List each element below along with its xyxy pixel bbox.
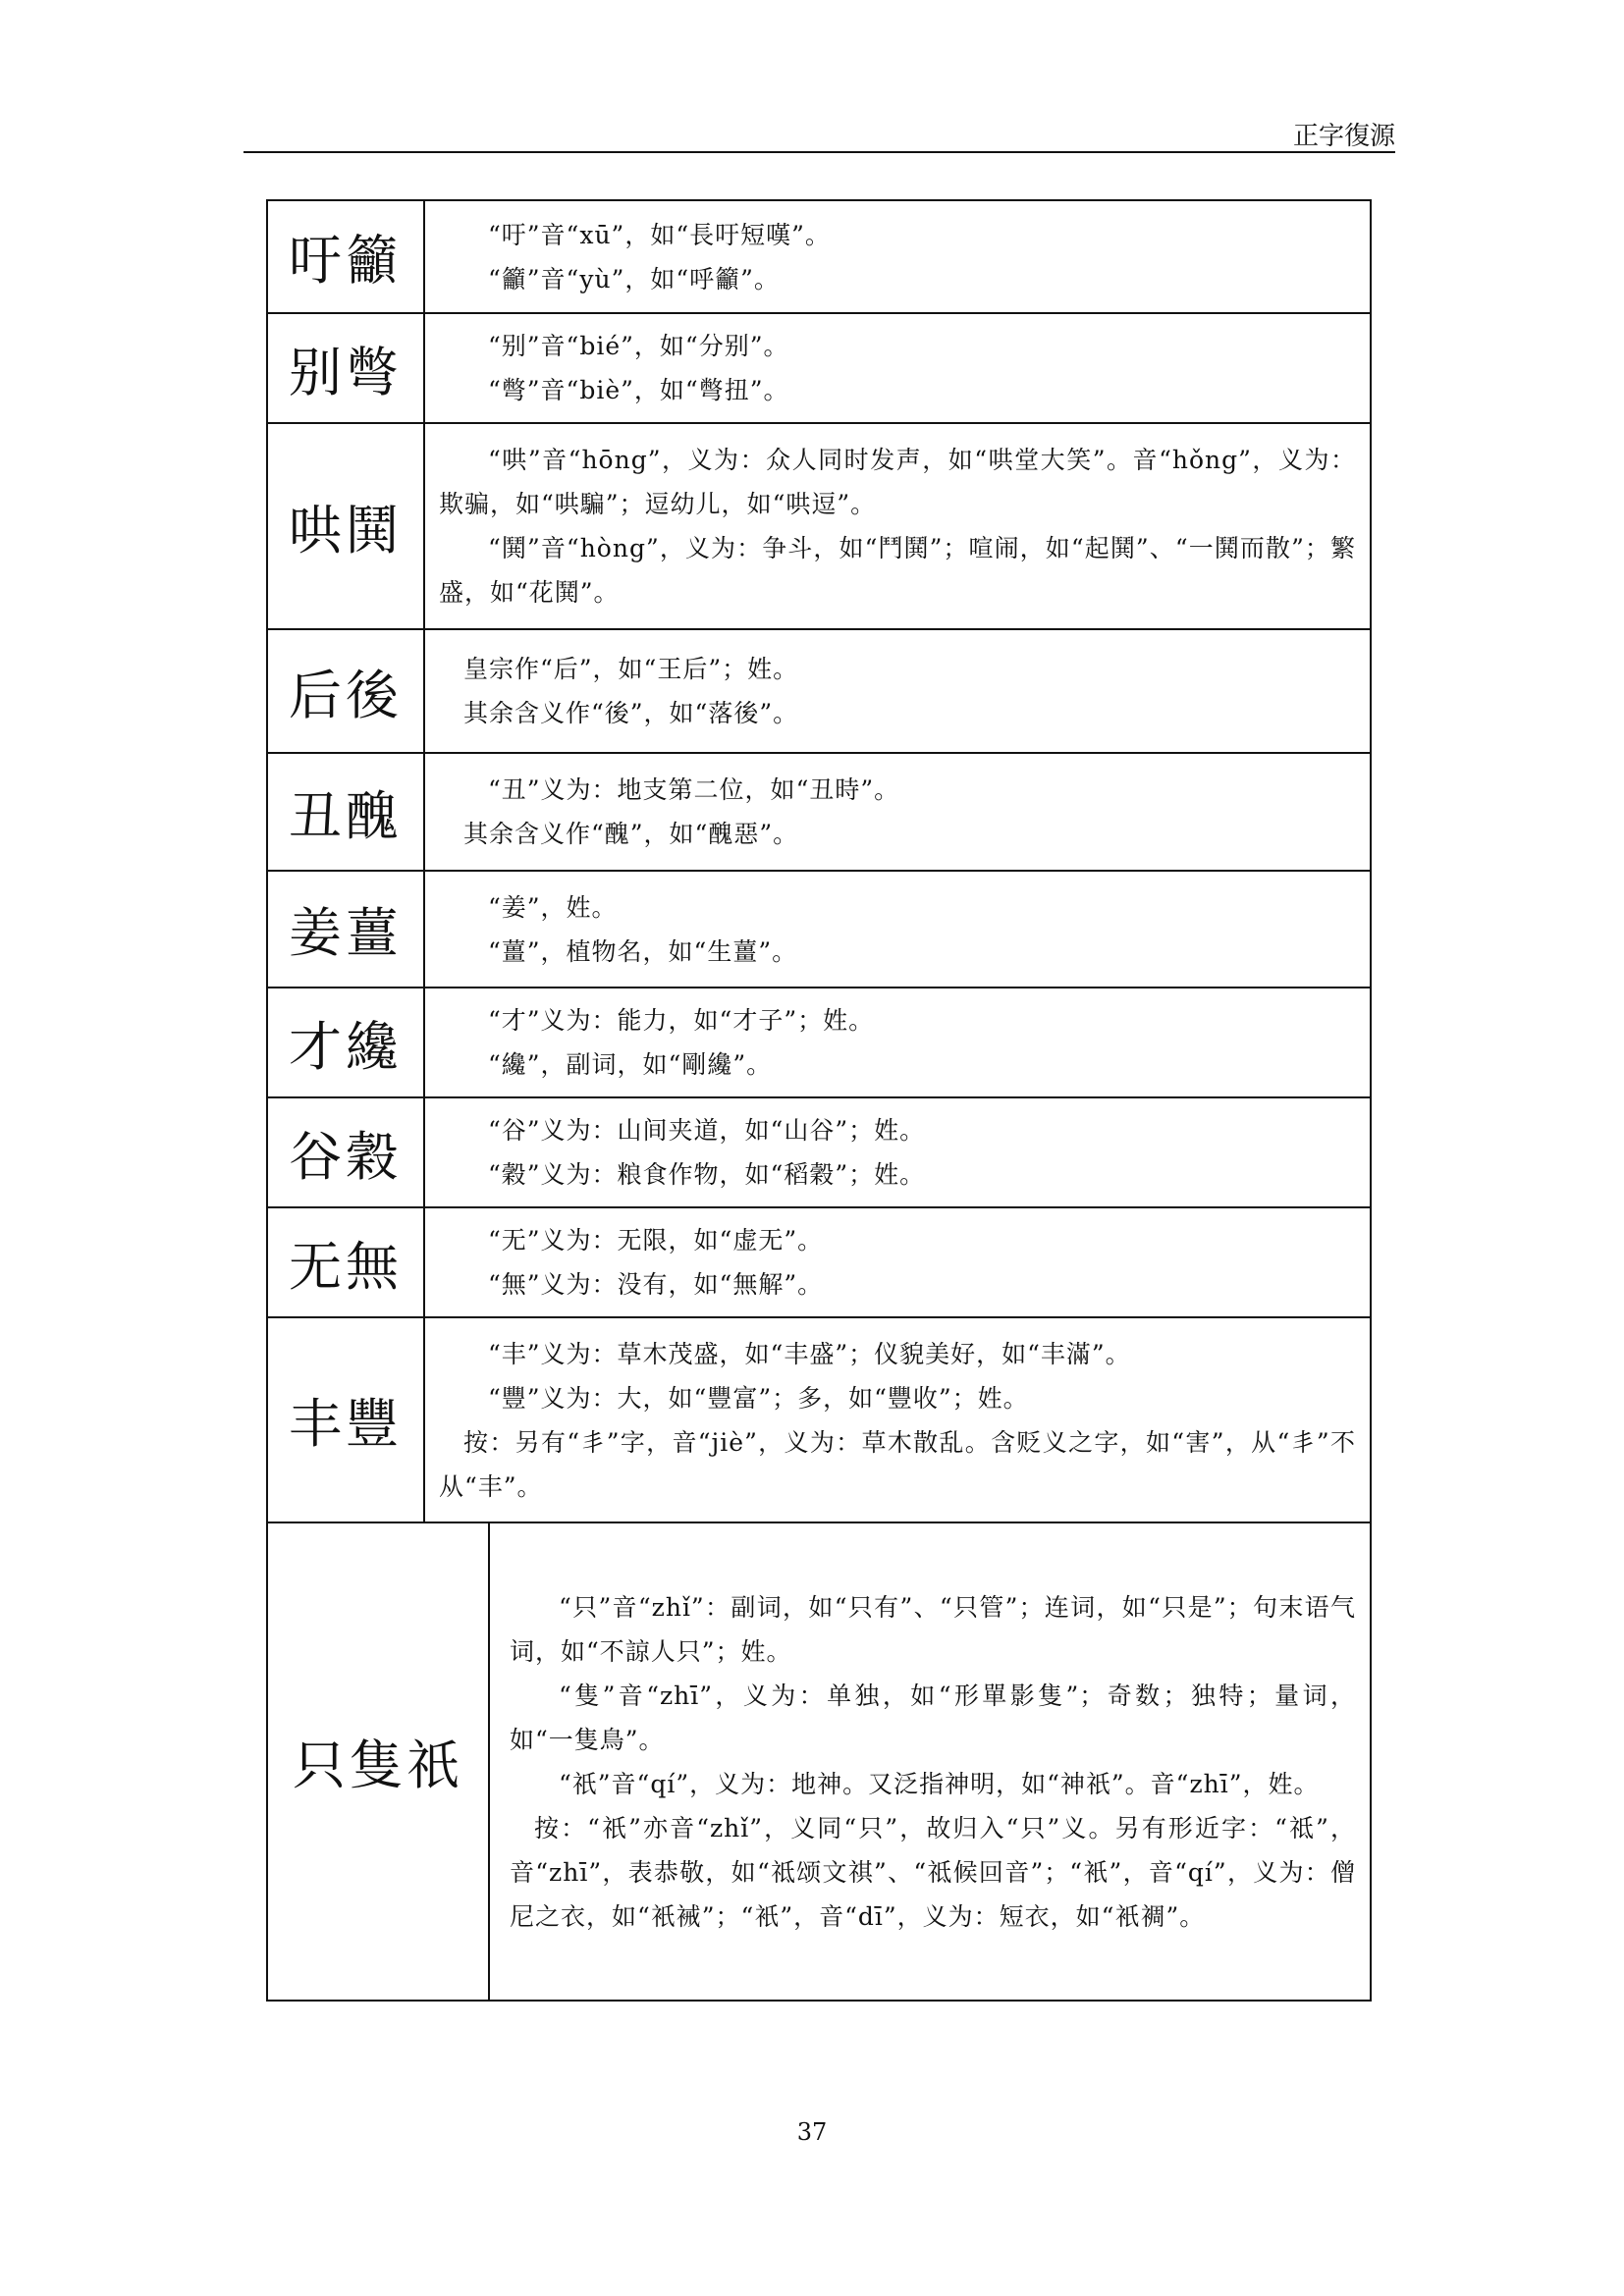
table-row xyxy=(267,871,1371,988)
entry-body xyxy=(424,1097,1371,1207)
entry-body xyxy=(424,753,1371,871)
entry-paragraph: “无”义为：无限，如“虚无”。 xyxy=(488,1226,824,1255)
entry-paragraph: “只”音“zhǐ”：副词，如“只有”、“只管”；连词，如“只是”；句末语气词，如“不諒人只”；姓。 xyxy=(510,1592,1356,1666)
entry-paragraph: “薑”，植物名，如“生薑”。 xyxy=(488,936,798,966)
entry-body xyxy=(424,1317,1371,1522)
entry-heading: 后後 xyxy=(267,629,424,753)
last-entry-table xyxy=(268,1523,1370,2000)
entry-paragraph: “别”音“bié”，如“分别”。 xyxy=(488,332,789,360)
entry-paragraph: “谷”义为：山间夹道，如“山谷”；姓。 xyxy=(488,1116,926,1145)
entry-paragraph: “姜”，姓。 xyxy=(488,892,618,922)
entry-paragraph: “無”义为：没有，如“無解”。 xyxy=(488,1270,824,1299)
entry-paragraph: “隻”音“zhī”，义为：单独，如“形單影隻”；奇数；独特；量词，如“一隻鳥”。 xyxy=(510,1681,1356,1754)
entry-paragraph: “彆”音“biè”，如“彆扭”。 xyxy=(488,376,789,404)
entry-paragraph: “豐”义为：大，如“豐富”；多，如“豐收”；姓。 xyxy=(488,1383,1029,1413)
entry-body xyxy=(424,871,1371,988)
entry-heading: 只隻祇 xyxy=(268,1523,489,2000)
table-row xyxy=(267,1207,1371,1317)
entry-body xyxy=(424,988,1371,1097)
entry-body xyxy=(489,1523,1370,2000)
entry-heading: 吁籲 xyxy=(267,200,424,313)
entry-paragraph: 皇宗作“后”，如“王后”；姓。 xyxy=(463,655,799,683)
entry-paragraph: “哄”音“hōng”，义为：众人同时发声，如“哄堂大笑”。音“hǒng”，义为：欺骗，如“哄騙”；逗幼儿，如“哄逗”。 xyxy=(439,446,1356,518)
entry-paragraph: “才”义为：能力，如“才子”；姓。 xyxy=(488,1006,875,1035)
running-head: 正字復源 xyxy=(1292,122,1395,151)
entry-heading: 无無 xyxy=(267,1207,424,1317)
table-row xyxy=(268,1523,1370,2000)
entry-heading: 姜薑 xyxy=(267,871,424,988)
entry-paragraph: “丑”义为：地支第二位，如“丑時”。 xyxy=(488,775,900,804)
entry-paragraph: “丰”义为：草木茂盛，如“丰盛”；仪貌美好，如“丰滿”。 xyxy=(488,1339,1131,1368)
table-row xyxy=(267,988,1371,1097)
entry-paragraph: “祇”音“qí”，义为：地神。又泛指神明，如“神祇”。音“zhī”，姓。 xyxy=(559,1769,1320,1798)
entry-paragraph: “鬨”音“hòng”，义为：争斗，如“鬥鬨”；喧闹，如“起鬨”、“一鬨而散”；繁盛，如“花鬨”。 xyxy=(439,534,1356,607)
last-entry-cell xyxy=(267,1522,1371,2001)
entry-body xyxy=(424,629,1371,753)
table-row xyxy=(267,200,1371,313)
header-rule xyxy=(244,151,1395,153)
character-table xyxy=(266,199,1372,2002)
entry-heading: 才纔 xyxy=(267,988,424,1097)
table-row xyxy=(267,1522,1371,2001)
table-row xyxy=(267,1097,1371,1207)
entry-paragraph: 按：另有“丯”字，音“jiè”，义为：草木散乱。含贬义之字，如“害”，从“丯”不从“丰”。 xyxy=(439,1427,1356,1501)
entry-paragraph: “吁”音“xū”，如“長吁短嘆”。 xyxy=(488,220,831,249)
entry-heading: 丑醜 xyxy=(267,753,424,871)
entry-heading: 谷穀 xyxy=(267,1097,424,1207)
entry-paragraph: “穀”义为：粮食作物，如“稻穀”；姓。 xyxy=(488,1160,926,1189)
entry-heading: 丰豐 xyxy=(267,1317,424,1522)
table-row xyxy=(267,313,1371,423)
table-row xyxy=(267,1317,1371,1522)
page-number: 37 xyxy=(796,2118,828,2146)
entry-paragraph: 按：“祇”亦音“zhǐ”，义同“只”，故归入“只”义。另有形近字：“祗”，音“zhī”，表恭敬，如“祗颂文祺”、“祗候回音”；“衹”，音“qí”，义为：僧尼之衣，如“衹裓”；“衹”，音“dī”，义为：短衣，如“衹裯”。 xyxy=(510,1813,1356,1931)
entry-body xyxy=(424,1207,1371,1317)
entry-paragraph: “籲”音“yù”，如“呼籲”。 xyxy=(488,264,780,294)
entry-paragraph: 其余含义作“醜”，如“醜惡”。 xyxy=(463,820,799,848)
entry-heading: 哄鬨 xyxy=(267,423,424,629)
entry-body xyxy=(424,313,1371,423)
table-row xyxy=(267,423,1371,629)
entry-body xyxy=(424,200,1371,313)
entry-paragraph: 其余含义作“後”，如“落後”。 xyxy=(463,699,799,727)
table-row xyxy=(267,753,1371,871)
table-row xyxy=(267,629,1371,753)
entry-heading: 别彆 xyxy=(267,313,424,423)
entry-body xyxy=(424,423,1371,629)
entry-paragraph: “纔”，副词，如“剛纔”。 xyxy=(488,1050,773,1079)
